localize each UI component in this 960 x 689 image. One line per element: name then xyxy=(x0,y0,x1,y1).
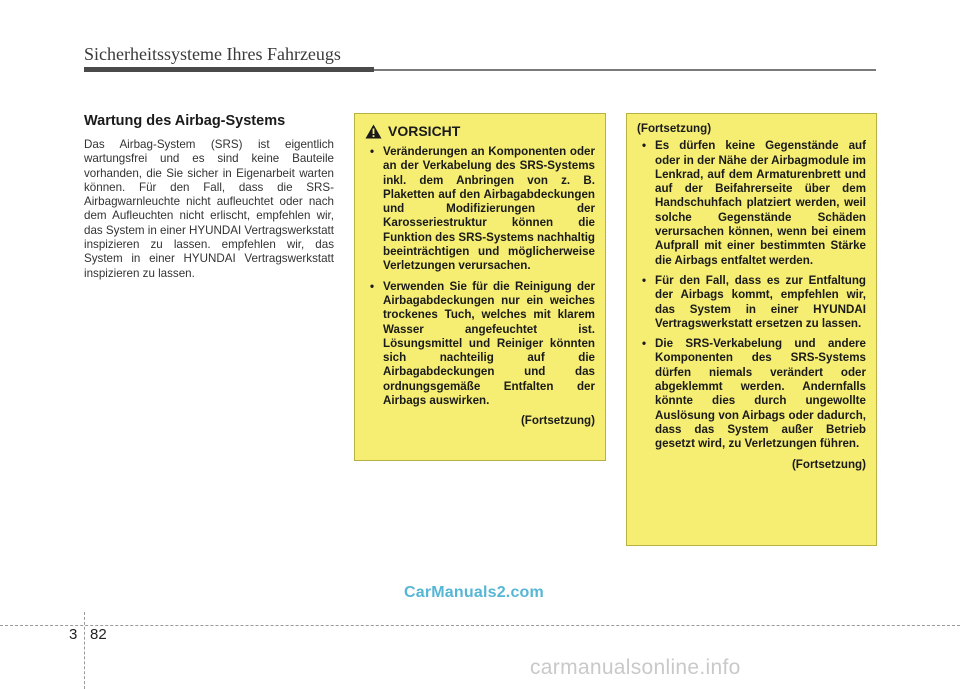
header-rule-light xyxy=(374,69,876,71)
section-paragraph: Das Airbag-System (SRS) ist eigentlich wartungsfrei und es sind keine Bauteile vorhanden, die Sie sicher in Eigenarbeit warten können. Für den Fall, dass die SRS-Airbagwarnleuchte nicht aufleuchtet oder nach dem Aufleuchten nicht erlischt, empfehlen wir, das System in einer HYUNDAI Vertragswerkstatt inspizieren zu lassen. empfehlen wir, das System in einer HYUNDAI Vertragswerkstatt inspizieren zu lassen. xyxy=(84,138,334,280)
site-watermark: CarManuals2.com xyxy=(404,584,544,601)
page-number: 82 xyxy=(90,626,107,643)
caution-continued: (Fortsetzung) xyxy=(520,414,595,428)
warning-triangle-icon xyxy=(365,124,382,139)
caution-item: • Veränderungen an Komponenten oder an der Verkabelung des SRS-Systems inkl. dem Anbringen von z. B. Plaketten auf den Airbagabdeckungen und Modifizierungen der Karosseriestruktur können die Funktion des SRS-Systems nachhaltig beeinträchtigen und möglicherweise Verletzungen verursachen. xyxy=(365,145,595,274)
caution-item: • Verwenden Sie für die Reinigung der Airbagabdeckungen nur ein weiches trockenes Tuch, welches mit klarem Wasser angefeuchtet ist. Lösungsmittel und Reiniger könnten sich nachteilig auf die Airbagabdeckungen und das ordnungsgemäße Entfalten der Airbags auswirken. xyxy=(365,280,595,409)
maintenance-section xyxy=(84,113,334,281)
caution-list xyxy=(365,145,595,408)
section-heading: Wartung des Airbag-Systems xyxy=(84,113,286,129)
continuation-item: • Es dürfen keine Gegenstände auf oder in der Nähe der Airbagmodule im Lenkrad, auf dem Armaturenbrett und auf der Beifahrerseite über dem Handschuhfach platziert werden, weil solche Gegenstände Schäden verursachen können, wenn bei einem Aufprall mit einer bestimmten Stärke die Airbags entfaltet werden. xyxy=(637,139,866,268)
footer-watermark: carmanualsonline.info xyxy=(530,656,741,679)
continuation-item: • Die SRS-Verkabelung und andere Komponenten des SRS-Systems dürfen niemals verändert oder abgeklemmt werden. Andernfalls könnte dies durch ungewollte Auslösung von Airbags oder dadurch, dass das System außer Betrieb gesetzt wird, zu Verletzungen führen. xyxy=(637,337,866,451)
page-header-title: Sicherheitssysteme Ihres Fahrzeugs xyxy=(84,44,341,64)
continuation-item: • Für den Fall, dass es zur Entfaltung der Airbags kommt, empfehlen wir, das System in einer HYUNDAI Vertragswerkstatt ersetzen zu lassen. xyxy=(637,274,866,331)
continuation-head: (Fortsetzung) xyxy=(637,122,712,135)
continuation-continued: (Fortsetzung) xyxy=(791,457,866,471)
chapter-number: 3 xyxy=(69,626,78,643)
footer-rule xyxy=(0,625,960,626)
continuation-box xyxy=(626,113,877,546)
header-rule-dark xyxy=(84,67,374,72)
footer-divider xyxy=(84,612,85,689)
caution-header xyxy=(365,124,595,139)
caution-box xyxy=(354,113,606,461)
continuation-list xyxy=(637,139,866,451)
caution-title: VORSICHT xyxy=(388,123,461,140)
